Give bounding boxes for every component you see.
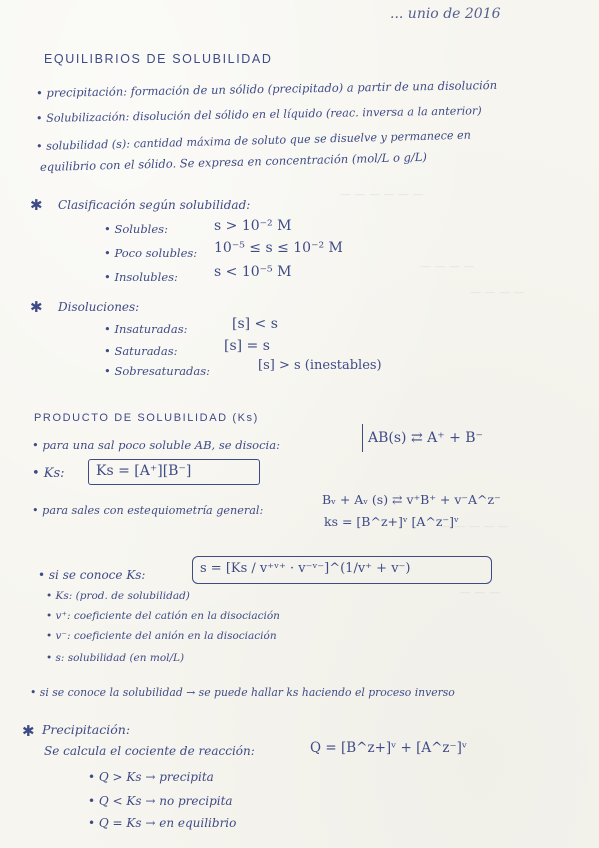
- ks-heading: PRODUCTO DE SOLUBILIDAD (Ks): [34, 412, 259, 424]
- disol-heading: Disoluciones:: [58, 300, 140, 314]
- clasif-label: • Poco solubles:: [104, 246, 198, 260]
- ghost-text: — — —: [460, 586, 500, 599]
- disol-label: • Insaturadas:: [104, 322, 188, 336]
- precip-row: • Q < Ks → no precipita: [88, 794, 233, 808]
- date: ... unio de 2016: [390, 6, 501, 22]
- clasif-value: 10⁻⁵ ≤ s ≤ 10⁻² M: [214, 240, 343, 256]
- disol-label: • Saturadas:: [104, 344, 178, 358]
- asterisk-icon: ✱: [30, 196, 43, 214]
- ks-legend-item: • v⁻: coeficiente del anión en la disociación: [46, 630, 277, 642]
- precip-row: • Q = Ks → en equilibrio: [88, 816, 237, 830]
- page-title: EQUILIBRIOS DE SOLUBILIDAD: [44, 52, 273, 66]
- ghost-text: — — — —: [420, 260, 475, 273]
- ghost-text: — — — — —: [440, 520, 509, 533]
- ghost-text: — — — —: [470, 286, 525, 299]
- ks-conoce-eq: s = [Ks / v⁺ᵛ⁺ · v⁻ᵛ⁻]^(1/v⁺ + v⁻): [200, 561, 411, 576]
- ks-legend-item: • Ks: (prod. de solubilidad): [46, 590, 190, 602]
- precip-row: • Q > Ks → precipita: [88, 770, 214, 784]
- ks-conoce-text: • si se conoce Ks:: [38, 568, 146, 582]
- ghost-text: — — — — — —: [340, 188, 424, 201]
- def-solubilidad-1: • solubilidad (s): cantidad máxima de soluto que se disuelve y permanece en: [35, 128, 472, 153]
- clasif-label: • Insolubles:: [104, 270, 178, 284]
- clasif-value: s < 10⁻⁵ M: [214, 264, 292, 280]
- clasif-label: • Solubles:: [104, 222, 168, 236]
- precip-text: Se calcula el cociente de reacción:: [44, 744, 255, 758]
- def-solubilizacion: • Solubilización: disolución del sólido en el líquido (reac. inversa a la anterior): [35, 104, 482, 125]
- clasif-heading: Clasificación según solubilidad:: [58, 198, 251, 212]
- disol-value: [s] > s (inestables): [258, 358, 382, 373]
- ks-general-eq1: Bᵥ + Aᵥ (s) ⇄ v⁺B⁺ + v⁻A^z⁻: [322, 492, 501, 507]
- ks-label: • Ks:: [32, 466, 65, 481]
- disol-value: [s] < s: [232, 316, 278, 332]
- clasif-value: s > 10⁻² M: [214, 218, 292, 234]
- ks-conoce-s: • si se conoce la solubilidad → se puede hallar ks haciendo el proceso inverso: [30, 686, 455, 699]
- ks-eq: Ks = [A⁺][B⁻]: [96, 463, 192, 479]
- asterisk-icon: ✱: [30, 298, 43, 316]
- asterisk-icon: ✱: [22, 722, 35, 740]
- ks-general-text: • para sales con estequiometría general:: [32, 504, 264, 517]
- ks-general-eq2: ks = [B^z+]ᵛ [A^z⁻]ᵛ: [324, 514, 459, 529]
- ks-legend-item: • v⁺: coeficiente del catión en la disociación: [46, 610, 280, 622]
- ks-sal-text: • para una sal poco soluble AB, se disocia:: [32, 438, 280, 452]
- disol-value: [s] = s: [224, 338, 270, 354]
- ks-sal-eq: AB(s) ⇄ A⁺ + B⁻: [368, 430, 483, 446]
- precip-q-eq: Q = [B^z+]ᵛ + [A^z⁻]ᵛ: [310, 740, 467, 756]
- disol-label: • Sobresaturadas:: [104, 364, 211, 378]
- ks-legend-item: • s: solubilidad (en mol/L): [46, 652, 185, 664]
- def-solubilidad-2: equilibrio con el sólido. Se expresa en concentración (mol/L o g/L): [39, 149, 428, 174]
- def-precipitacion: • precipitación: formación de un sólido (precipitado) a partir de una disolución: [35, 77, 498, 100]
- precip-heading: Precipitación:: [42, 722, 131, 737]
